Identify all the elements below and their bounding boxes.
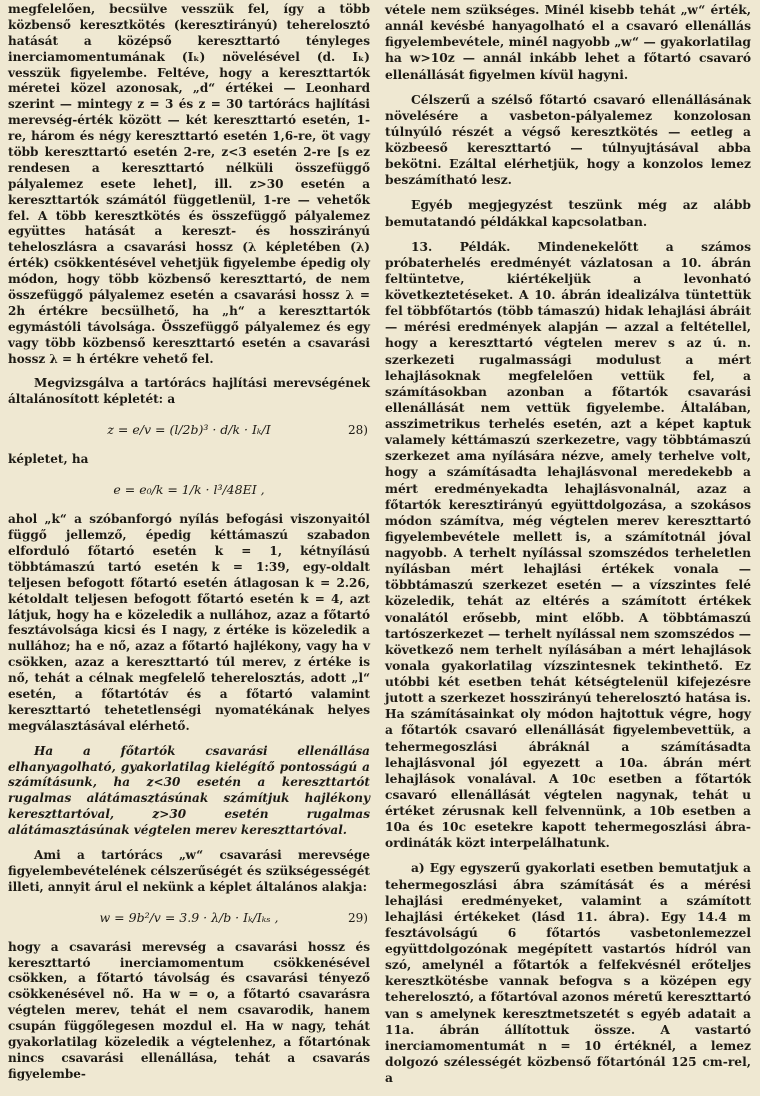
right-paragraph-3: Egyéb megjegyzést teszünk még az alább bemutatandó példákkal kapcsolatban.: [385, 197, 751, 229]
formula-28-number: 28): [347, 423, 368, 438]
left-paragraph-5: Ha a főtartók csavarási ellenállása elhanyagolható, gyakorlatilag kielégítő pontosságú a számításunk, ha z<30 esetén a kereszttartót rugalmas alátámasztásúnak számítjuk hajlékony kereszttartóval, z>30 esetén rugalmas alátámasztásúnak végtelen merev kereszttartóval.: [8, 743, 370, 838]
right-paragraph-1: vétele nem szükséges. Minél kisebb tehát „w“ érték, annál kevésbé hanyagolható el a csavaró ellenállás figyelembevétele, minél nagyobb „w“ — gyakorlatilag ha w>10z — annál inkább lehet a főtartó csavaró ellenállását figyelmen kívül hagyni.: [385, 2, 751, 82]
left-paragraph-4: ahol „k“ a szóbanforgó nyílás befogási viszonyaitól függő jellemző, épedig kéttámaszú szabadon elforduló főtartó esetén k = 1, kétnyílású többtámaszú tartó esetén k = 1:39, egy-oldalt teljesen befogott főtartó esetén átlagosan k = 2.26, kétoldalt teljesen befogott főtartó esetén k = 4, azt látjuk, hogy ha e közeledik a nullához, azaz a főtartó fesztávolsága kicsi és I nagy, z értéke is közeledik a nullához; ha e nő, azaz a főtartó hajlékony, vagy ha v csökken, azaz a kereszttartó túl merev, z értéke is nő, tehát a célnak megfelelő teherelosztás, adott „l“ esetén, a főtartótáv és a főtartó valamint kereszttartó tehetetlenségi nyomatékának helyes megválasztásával elérhető.: [8, 512, 370, 733]
right-paragraph-5: a) Egy egyszerű gyakorlati esetben bemutatjuk a tehermegoszlási ábra számítását és a mérési lehajlási eredményeket, valamint a számított lehajlási értékeket (lásd 11. ábra). Egy 14.4 m fesztávolságú 6 főtartós vasbetonlemezzel együttdolgozónak megépített vastartós hídról van szó, amelynél a főtartók a felfekvésnél erőteljes keresztkötésbe vannak befogva s a középen egy teherelosztó, a főtartóval azonos méretű kereszttartó van s amelynek keresztmetszetét s egyéb adatait a 11a. ábrán állítottuk össze. A vastartó inerciamomentumát n = 10 értéknél, a lemez dolgozó szélességét közbenső főtartónál 125 cm-rel, a: [385, 860, 751, 1085]
left-paragraph-7: hogy a csavarási merevség a csavarási hossz és kereszttartó inerciamomentum csökkenésével csökken, a főtartó távolság és csavarási tényező csökkenésével nő. Ha w = o, a főtartó csavarásra végtelen merev, tehát el nem csavarodik, hanem csupán függőlegesen mozdul el. Ha w nagy, tehát gyakorlatilag közeledik a végtelenhez, a főtartónak nincs csavarási ellenállása, tehát a csavarás figyelembe-: [8, 939, 370, 1081]
right-paragraph-4: 13. Példák. Mindenekelőtt a számos próbaterhelés eredményét vázlatosan a 10. ábrán feltüntetve, kiértékeljük a levonható következtetéseket. A 10. ábrán idealizálva tüntettük fel többfőtartós (több támaszú) hidak lehajlási ábráit — mérési eredmények alapján — azzal a feltétellel, hogy a kereszttartó végtelen merev s az ú. n. szerkezeti rugalmassági modulust a mért lehajlásoknak megfelelően vettük fel, a számításokban azonban a főtartók csavarási ellenállását nem vettük figyelembe. Általában, asszimetrikus terhelés esetén, azt a képet kaptuk valamely kéttámaszú szerkezetre, vagy többtámaszú szerkezet ama nyílására nézve, amely terhelve volt, hogy a számításadta lehajlásvonal meredekebb a mért eredményekadta lehajlásvonalnál, azaz a főtartók keresztirányú együttdolgozása, a szokásos módon számítva, még végtelen merev kereszttartó figyelembevétele mellett is, a számítotnál jóval nagyobb. A terhelt nyílással szomszédos terheletlen nyílásban mért lehajlási értékek vonala — többtámaszú szerkezet esetén — a vízszintes felé közeledik, tehát az eltérés a számított értékek vonalától erősebb, mint előbb. A többtámaszú tartószerkezet — terhelt nyílással nem szomszédos — következő nem terhelt nyílásában a mért lehajlások vonala gyakorlatilag vízszintesnek tekinthető. Ez utóbbi két esetben tehát kétségtelenül kifejezésre jutott a szerkezet hosszirányú teherelosztó hatása is. Ha számításainkat oly módon hajtottuk végre, hogy a főtartók csavaró ellenállását figyelembevettük, a tehermegoszlási ábráknál a számításadta lehajlásvonal jól egyezett a 10a. ábrán mért lehajlások vonalával. A 10c esetben a főtartók csavaró ellenállását végtelen nagynak, tehát u értéket zérusnak kell felvennünk, a 10b esetben a 10a és 10c esetekre kapott tehermegoszlási ábra-ordináták közt interpelálhatunk.: [385, 238, 751, 851]
formula-29-number: 29): [347, 910, 368, 925]
left-paragraph-6: Ami a tartórács „w“ csavarási merevsége figyelembevételének célszerűségét és szükségességét illeti, annyit árul el nekünk a képlet általános alakja:: [8, 847, 370, 894]
formula-29-expression: w = 9b²/v = 3.9 · λ/b · Iₖ/Iₖₛ ,: [99, 909, 279, 925]
right-paragraph-2: Célszerű a szélső főtartó csavaró ellenállásának növelésére a vasbeton-pályalemez konzolosan túlnyúló részét a végső keresztkötés — eetleg a közbeeső kereszttartó — túlnyujtásával abba bekötni. Ezáltal elérhetjük, hogy a konzolos lemez beszámítható lesz.: [385, 91, 751, 188]
right-column: [385, 2, 751, 1086]
formula-e-expression: e = e₀/k = 1/k · l³/48EI ,: [113, 482, 265, 498]
formula-e: [8, 470, 370, 510]
formula-29: [8, 898, 370, 938]
formula-28: [8, 410, 370, 450]
formula-28-expression: z = e/v = (l/2b)³ · d/k · Iₖ/I: [107, 422, 271, 438]
left-paragraph-3: képletet, ha: [8, 452, 89, 467]
left-column: [8, 2, 370, 1083]
left-paragraph-2: Megvizsgálva a tartórács hajlítási merevségének általánosított képletét: a: [8, 376, 370, 407]
left-paragraph-1: megfelelően, becsülve vesszük fel, így a több közbenső keresztkötés (keresztirányú) teherelosztó hatását a középső kereszttartó tényleges inerciamomentumának (Iₖ) növelésével (d. Iₖ) vesszük figyelembe. Feltéve, hogy a kereszttartók méretei közel azonosak, „d“ értékei — Leonhard szerint — mintegy z = 3 és z = 30 tartórács hajlítási merevség-érték között — két kereszttartó esetén, 1-re, három és négy kereszttartó esetén 1,6-re, öt vagy több kereszttartó esetén 2-re, z<3 esetén 2-re [s ez rendesen a kereszttartó nélküli összefüggő pályalemez esete lehet], ill. z>30 esetén a kereszttartók számától függetlenül, 1-re — vehetők fel. A több keresztkötés és összefüggő pályalemez együttes hatását a kereszt- és hosszirányú teheloszlásra a csavarási hossz (λ képletében (λ) érték) csökkentésével vehetjük figyelembe épedig oly módon, hogy több közbenső kereszttartó, de nem összefüggő pályalemez esetén a csavarási hossz λ = 2h értékre becsülhető, ha „h“ a kereszttartók egymástóli távolsága. Összefüggő pályalemez és egy vagy több közbenső kereszttartó esetén a csavarási hossz λ = h értékre vehető fel.: [8, 2, 370, 366]
